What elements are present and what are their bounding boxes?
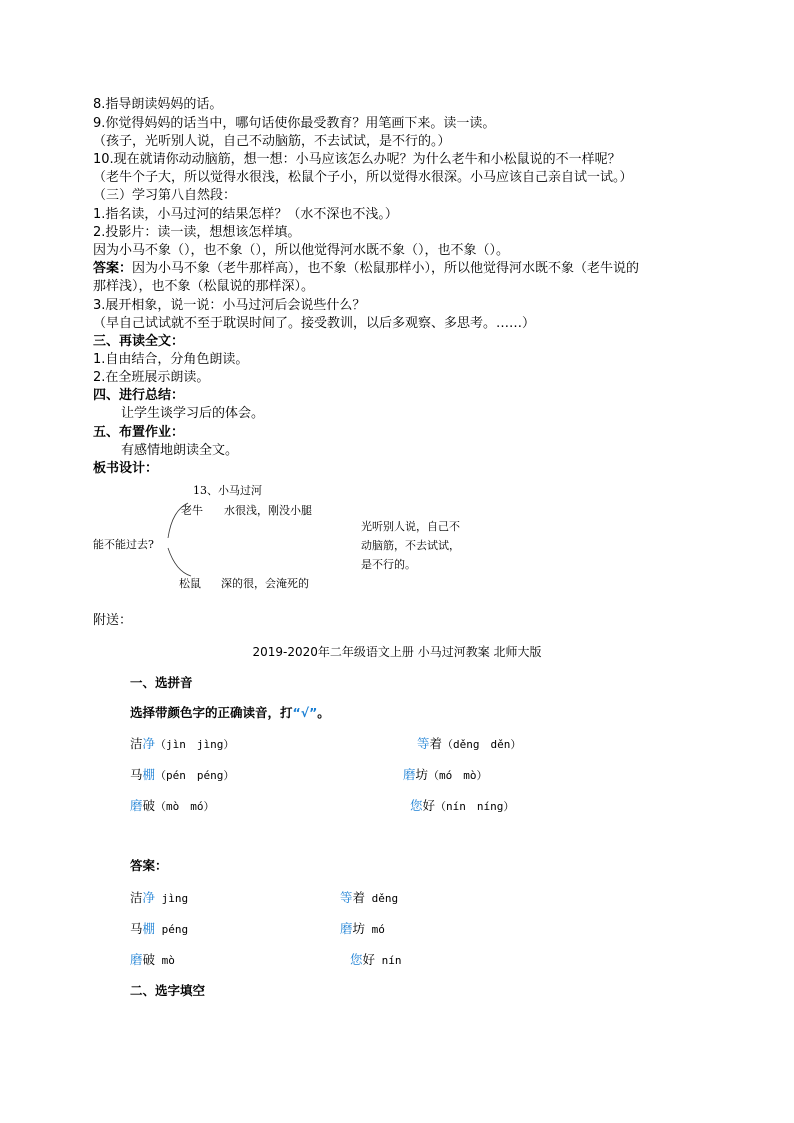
pinyin-question: 洁净（jìn jìng） [130, 736, 235, 751]
pinyin-answer: 洁净 jìng [130, 890, 189, 905]
pinyin-answer: 等着 děng [340, 890, 399, 905]
text-line: 2.投影片：读一读，想想该怎样填。 [93, 225, 301, 240]
answer-text: 因为小马不象（老牛那样高），也不象（松鼠那样小），所以他觉得河水既不象（老牛说的 [132, 261, 640, 276]
board-lesson: 动脑筋，不去试试， [361, 539, 460, 552]
pinyin-question: 您好（nín níng） [410, 798, 515, 813]
section-heading: 五、布置作业： [93, 425, 185, 440]
text-line: 10.现在就请你动动脑筋，想一想：小马应该怎么办呢？为什么老牛和小松鼠说的不一样呢？ [93, 152, 621, 167]
text-line: （早自己试试就不至于耽误时间了。接受教训，以后多观察、多思考。……） [93, 316, 536, 331]
board-ox: 老牛 [181, 504, 203, 517]
text-line: 让学生谈学习后的体会。 [121, 406, 265, 421]
pinyin-answer: 马棚 péng [130, 921, 189, 936]
answer-label: 答案： [130, 858, 168, 873]
text-line: 3.展开相象，说一说：小马过河后会说些什么？ [93, 298, 366, 313]
appendix-label: 附送： [93, 613, 133, 628]
branch-line-down [168, 548, 191, 576]
pinyin-question: 磨坊（mó mò） [403, 767, 488, 782]
pinyin-answer: 磨破 mò [130, 952, 175, 967]
text-line: 8.指导朗读妈妈的话。 [93, 97, 223, 112]
section-heading: 三、再读全文： [93, 334, 185, 349]
pinyin-question: 磨破（mò mó） [130, 798, 215, 813]
pinyin-question: 马棚（pén péng） [130, 767, 235, 782]
board-squirrel: 松鼠 [179, 577, 201, 590]
text-line: 那样浅），也不象（松鼠说的那样深）。 [93, 279, 315, 294]
board-lesson: 光听别人说，自己不 [361, 520, 460, 533]
text-line: （孩子，光听别人说，自己不动脑筋，不去试试，是不行的。） [93, 134, 451, 149]
answer-label: 答案： [93, 261, 133, 276]
text-line: 9.你觉得妈妈的话当中，哪句话使你最受教育？用笔画下来。读一读。 [93, 116, 496, 131]
text-line: （老牛个子大，所以觉得水很浅，松鼠个子小，所以觉得水很深。小马应该自己亲自试一试。） [93, 170, 633, 185]
answer-line [93, 260, 639, 278]
blackboard-diagram [93, 478, 493, 596]
board-squirrel-said: 深的很，会淹死的 [221, 577, 309, 590]
appendix-header: 2019-2020年二年级语文上册 小马过河教案 北师大版 [252, 645, 542, 659]
board-question: 能不能过去? [93, 538, 154, 551]
section-heading: （三）学习第八自然段： [93, 188, 237, 203]
section-heading: 四、进行总结： [93, 388, 185, 403]
board-lesson: 是不行的。 [361, 558, 416, 571]
text-line: 有感情地朗读全文。 [121, 443, 239, 458]
section-heading: 二、选字填空 [130, 983, 206, 998]
board-title: 13、小马过河 [193, 484, 262, 497]
section-heading: 一、选拼音 [130, 675, 193, 690]
check-mark: “√” [292, 705, 318, 720]
pinyin-question: 等着（děng děn） [417, 736, 522, 751]
text-line: 2.在全班展示朗读。 [93, 370, 210, 385]
section-heading: 板书设计： [93, 461, 159, 476]
text-line: 因为小马不象（），也不象（），所以他觉得河水既不象（），也不象（）。 [93, 243, 510, 258]
pinyin-answer: 磨坊 mó [340, 921, 385, 936]
board-ox-said: 水很浅，刚没小腿 [224, 504, 312, 517]
instruction: 选择带颜色字的正确读音，打“√”。 [130, 705, 330, 720]
text-line: 1.自由结合，分角色朗读。 [93, 352, 249, 367]
text-line: 1.指名读，小马过河的结果怎样？（水不深也不浅。） [93, 207, 398, 222]
pinyin-answer: 您好 nín [350, 952, 402, 967]
